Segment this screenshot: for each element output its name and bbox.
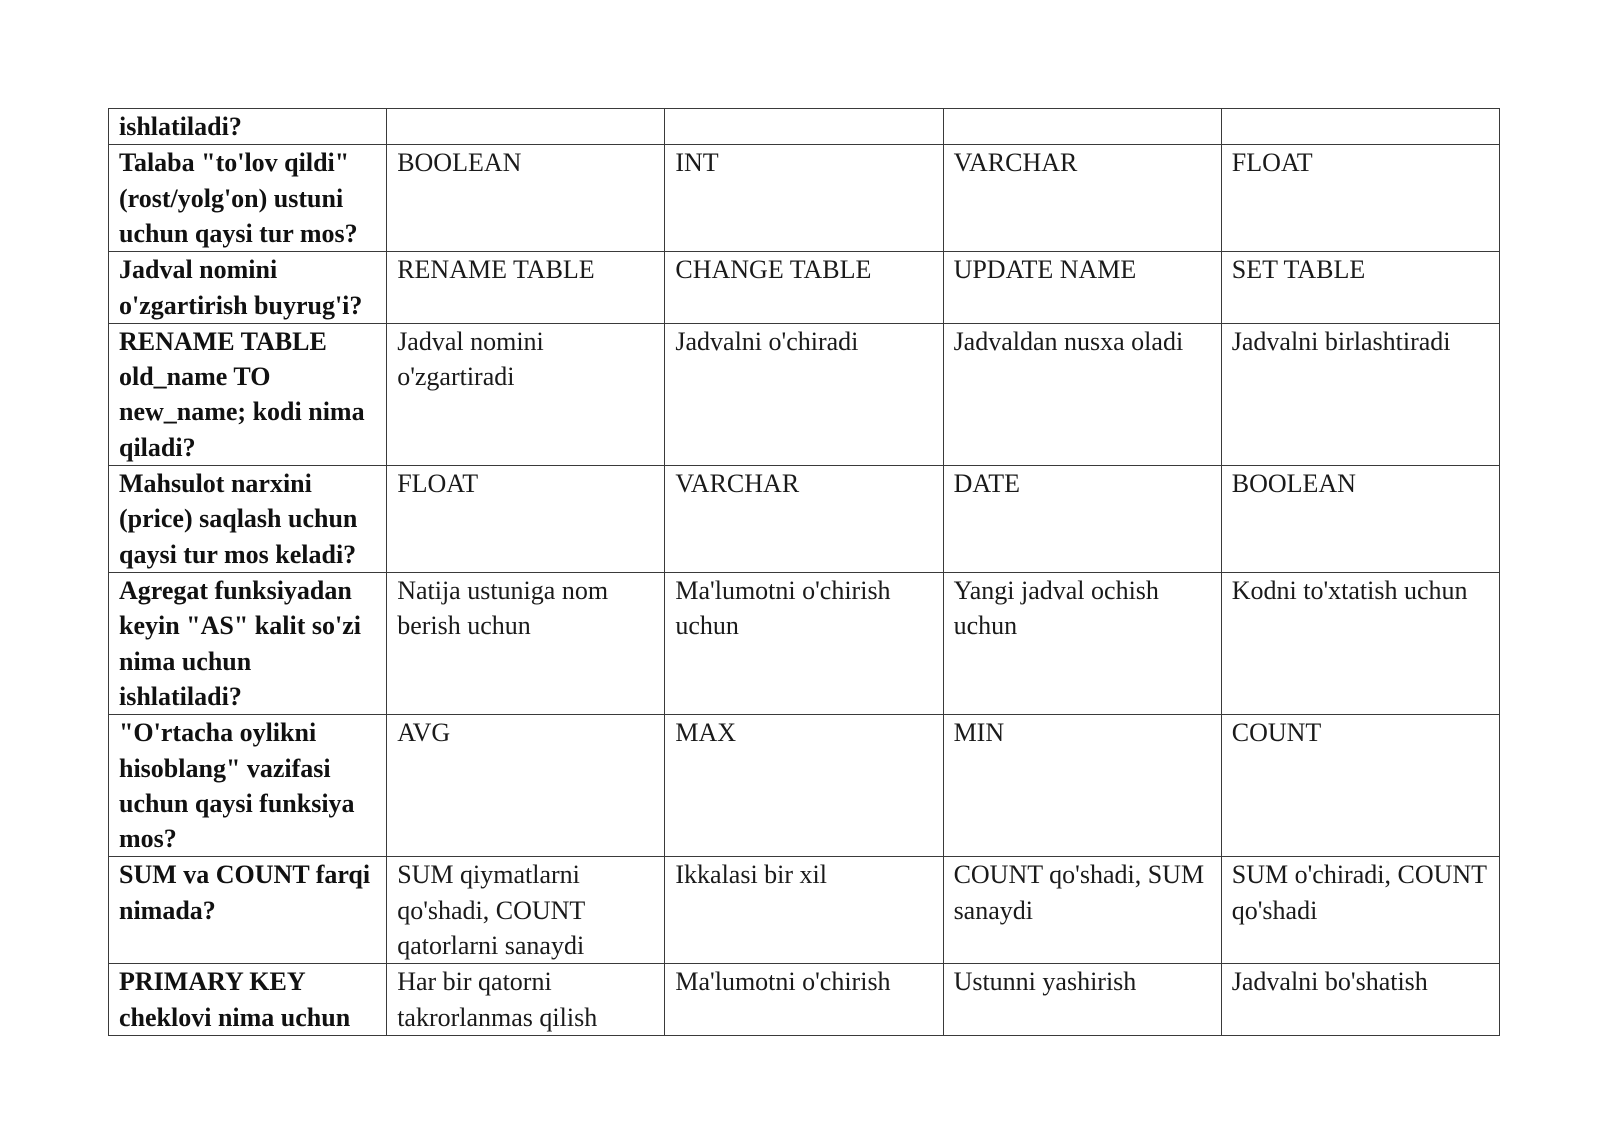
option-a-cell: [387, 466, 665, 573]
option-c-cell: [943, 857, 1221, 964]
table-row: [109, 857, 1500, 964]
option-d-cell: [1221, 323, 1499, 465]
question-text: Talaba "to'lov qildi" (rost/yolg'on) ustuni uchun qaysi tur mos?: [119, 148, 358, 248]
option-a-cell: [387, 964, 665, 1036]
question-cell: [109, 252, 387, 324]
option-d-text: SET TABLE: [1231, 255, 1366, 285]
question-text: RENAME TABLE old_name TO new_name; kodi nima qiladi?: [119, 326, 365, 462]
option-c-cell: [943, 252, 1221, 324]
option-a-text: SUM qiymatlarni qo'shadi, COUNT qatorlarni sanaydi: [397, 860, 585, 961]
option-c-text: Jadvaldan nusxa oladi: [953, 326, 1184, 356]
option-b-cell: [665, 715, 943, 857]
question-cell: [109, 466, 387, 573]
option-b-cell: [665, 857, 943, 964]
question-cell: [109, 109, 387, 145]
option-d-cell: [1221, 466, 1499, 573]
question-text: Jadval nomini o'zgartirish buyrug'i?: [119, 255, 363, 320]
option-c-cell: [943, 715, 1221, 857]
option-d-cell: [1221, 857, 1499, 964]
question-text: SUM va COUNT farqi nimada?: [119, 860, 371, 925]
option-d-text: Kodni to'xtatish uchun: [1231, 576, 1468, 606]
option-d-cell: [1221, 252, 1499, 324]
option-a-text: AVG: [397, 718, 451, 748]
option-a-text: BOOLEAN: [397, 148, 522, 178]
option-d-text: FLOAT: [1231, 148, 1313, 178]
question-text: PRIMARY KEY cheklovi nima uchun: [119, 967, 351, 1032]
table-row: [109, 964, 1500, 1036]
option-c-cell: [943, 323, 1221, 465]
option-b-cell: [665, 145, 943, 252]
question-cell: [109, 715, 387, 857]
option-d-cell: [1221, 145, 1499, 252]
option-b-cell: [665, 573, 943, 715]
option-b-text: Jadvalni o'chiradi: [675, 326, 859, 356]
option-c-cell: [943, 145, 1221, 252]
question-text: ishlatiladi?: [119, 112, 242, 141]
table-row: [109, 109, 1500, 145]
option-a-text: RENAME TABLE: [397, 255, 595, 285]
question-cell: [109, 145, 387, 252]
quiz-table: [108, 108, 1500, 1036]
option-b-cell: [665, 252, 943, 324]
option-a-text: Jadval nomini o'zgartiradi: [397, 326, 544, 392]
option-c-text: COUNT qo'shadi, SUM sanaydi: [953, 860, 1205, 925]
option-b-text: CHANGE TABLE: [675, 255, 872, 285]
option-c-text: UPDATE NAME: [953, 255, 1137, 285]
option-a-cell: [387, 857, 665, 964]
option-d-text: BOOLEAN: [1231, 469, 1356, 499]
question-cell: [109, 323, 387, 465]
option-c-cell: [943, 964, 1221, 1036]
question-text: "O'rtacha oylikni hisoblang" vazifasi uchun qaysi funksiya mos?: [119, 718, 355, 854]
option-c-text: DATE: [953, 469, 1020, 499]
option-b-cell: [665, 466, 943, 573]
question-cell: [109, 857, 387, 964]
table-row: [109, 323, 1500, 465]
question-text: Agregat funksiyadan keyin "AS" kalit so'zi nima uchun ishlatiladi?: [119, 576, 361, 711]
option-c-text: Yangi jadval ochish uchun: [953, 576, 1159, 641]
option-d-cell: [1221, 715, 1499, 857]
option-b-text: MAX: [675, 718, 737, 748]
option-d-text: Jadvalni bo'shatish: [1231, 967, 1428, 997]
table-row: [109, 466, 1500, 573]
option-b-cell: [665, 109, 943, 145]
option-b-text: Ma'lumotni o'chirish uchun: [675, 576, 891, 641]
option-a-cell: [387, 252, 665, 324]
option-a-cell: [387, 145, 665, 252]
question-cell: [109, 573, 387, 715]
option-d-cell: [1221, 109, 1499, 145]
table-row: [109, 252, 1500, 324]
option-a-cell: [387, 109, 665, 145]
option-a-text: FLOAT: [397, 469, 479, 499]
option-d-cell: [1221, 964, 1499, 1036]
option-c-text: Ustunni yashirish: [953, 967, 1137, 997]
option-b-text: Ikkalasi bir xil: [675, 860, 828, 890]
option-b-text: INT: [675, 148, 719, 178]
option-a-cell: [387, 573, 665, 715]
option-b-cell: [665, 964, 943, 1036]
table-row: [109, 573, 1500, 715]
option-b-text: VARCHAR: [675, 469, 800, 499]
table-row: [109, 715, 1500, 857]
option-b-cell: [665, 323, 943, 465]
option-a-text: Har bir qatorni takrorlanmas qilish: [397, 967, 598, 1032]
option-d-cell: [1221, 573, 1499, 715]
option-d-text: COUNT: [1231, 718, 1322, 748]
question-text: Mahsulot narxini (price) saqlash uchun qaysi tur mos keladi?: [119, 469, 358, 569]
question-cell: [109, 964, 387, 1036]
option-c-cell: [943, 466, 1221, 573]
option-c-cell: [943, 109, 1221, 145]
option-c-cell: [943, 573, 1221, 715]
table-row: [109, 145, 1500, 252]
option-c-text: VARCHAR: [953, 148, 1078, 178]
option-d-text: Jadvalni birlashtiradi: [1231, 326, 1451, 356]
option-a-text: Natija ustuniga nom berish uchun: [397, 576, 609, 641]
option-b-text: Ma'lumotni o'chirish: [675, 967, 891, 997]
option-a-cell: [387, 715, 665, 857]
option-c-text: MIN: [953, 718, 1005, 748]
option-d-text: SUM o'chiradi, COUNT qo'shadi: [1231, 860, 1487, 925]
option-a-cell: [387, 323, 665, 465]
